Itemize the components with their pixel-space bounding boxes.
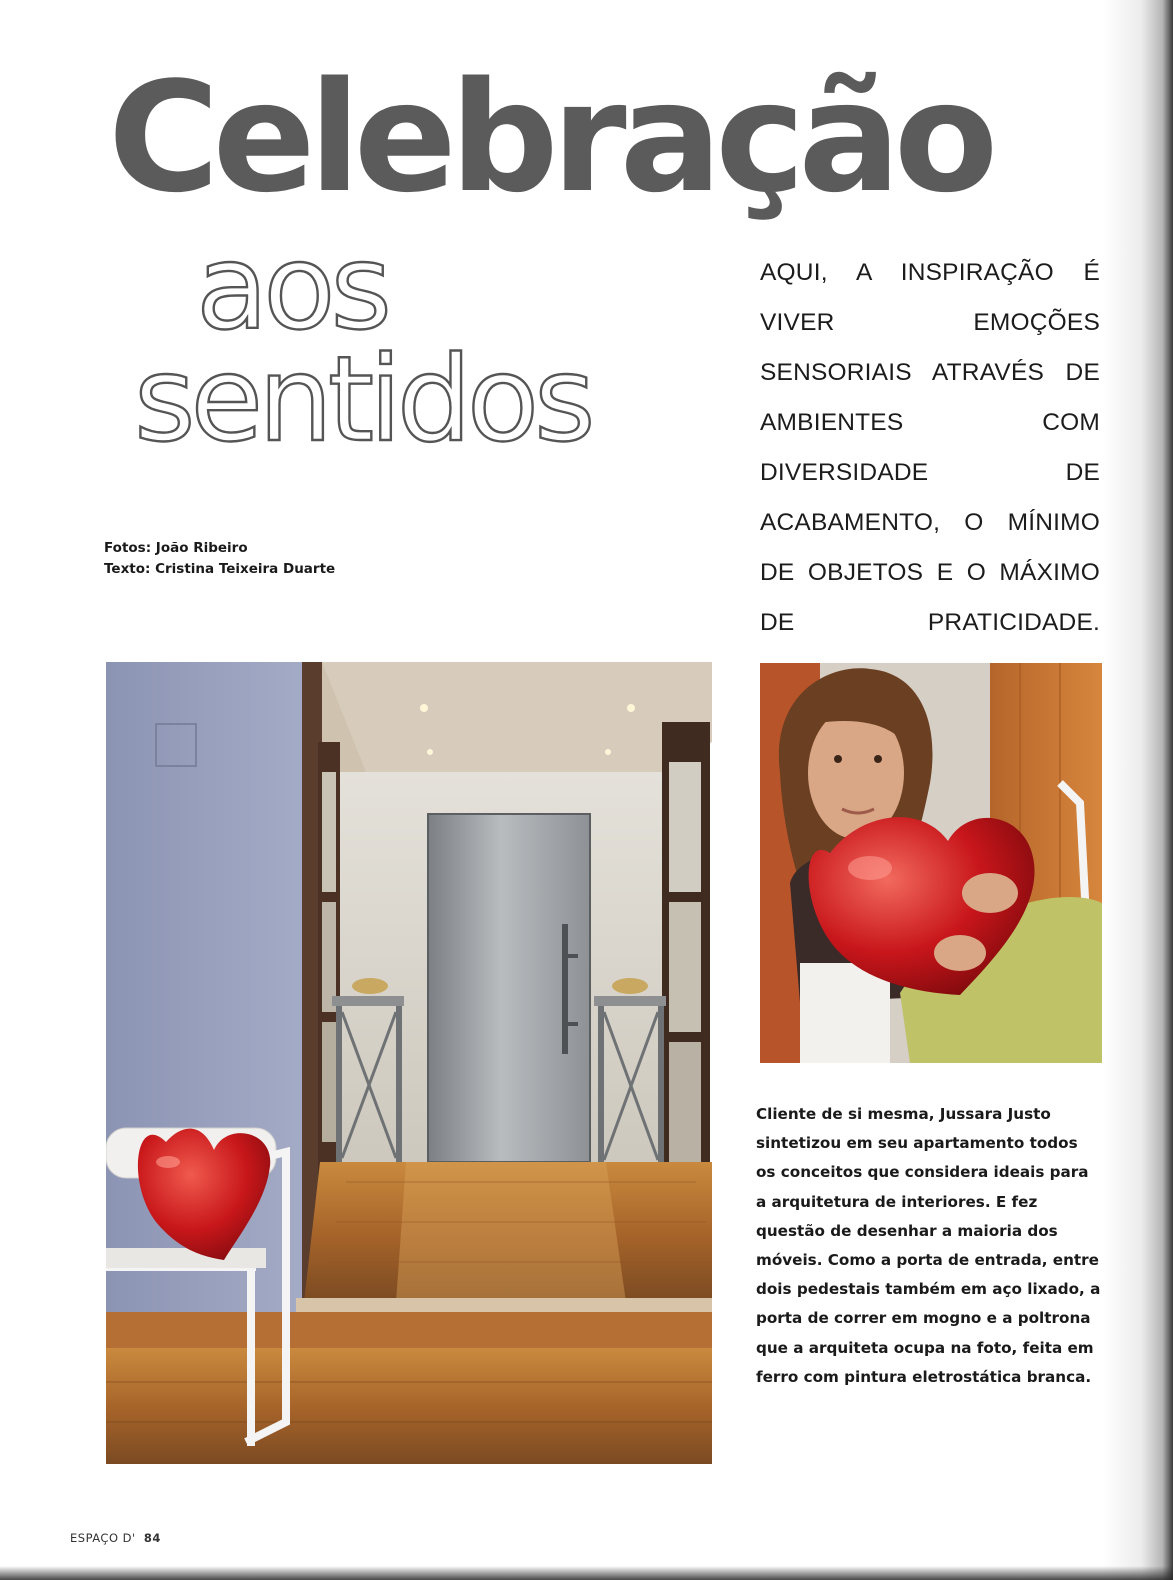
lead-paragraph: AQUI, A INSPIRAÇÃO É VIVER EMOÇÕES SENSORIAIS ATRAVÉS DE AMBIENTES COM DIVERSIDADE DE ACABAMENTO, O MÍNIMO DE OBJETOS E O MÁXIMO DE PRATICIDADE. <box>760 259 1100 636</box>
credits <box>104 538 335 580</box>
headline-line-1: Celebração <box>108 49 992 226</box>
body-caption: Cliente de si mesma, Jussara Justo sintetizou em seu apartamento todos os conceitos que considera ideais para a arquitetura de interiores. E fez questão de desenhar a maioria dos móveis. Como a porta de entrada, entre dois pedestais também em aço lixado, a porta de correr em mogno e a poltrona que a arquiteta ocupa na foto, feita em ferro com pintura eletrostática branca. <box>756 1105 1101 1386</box>
binding-shadow <box>1103 0 1173 1580</box>
architect-portrait-illustration <box>760 663 1102 1063</box>
entrance-hall-photo <box>106 662 712 1464</box>
magazine-name: ESPAÇO D' <box>70 1531 136 1545</box>
page-folio <box>70 1531 161 1545</box>
headline-line-3: sentidos <box>134 330 591 468</box>
page-number: 84 <box>143 1531 161 1545</box>
entrance-hall-illustration <box>106 662 712 1464</box>
architect-portrait-photo <box>760 663 1102 1063</box>
page-edge-shadow <box>0 1566 1173 1580</box>
photo-credit: Fotos: João Ribeiro <box>104 540 248 556</box>
headline-line-2: aos <box>196 218 387 356</box>
text-credit: Texto: Cristina Teixeira Duarte <box>104 561 336 577</box>
